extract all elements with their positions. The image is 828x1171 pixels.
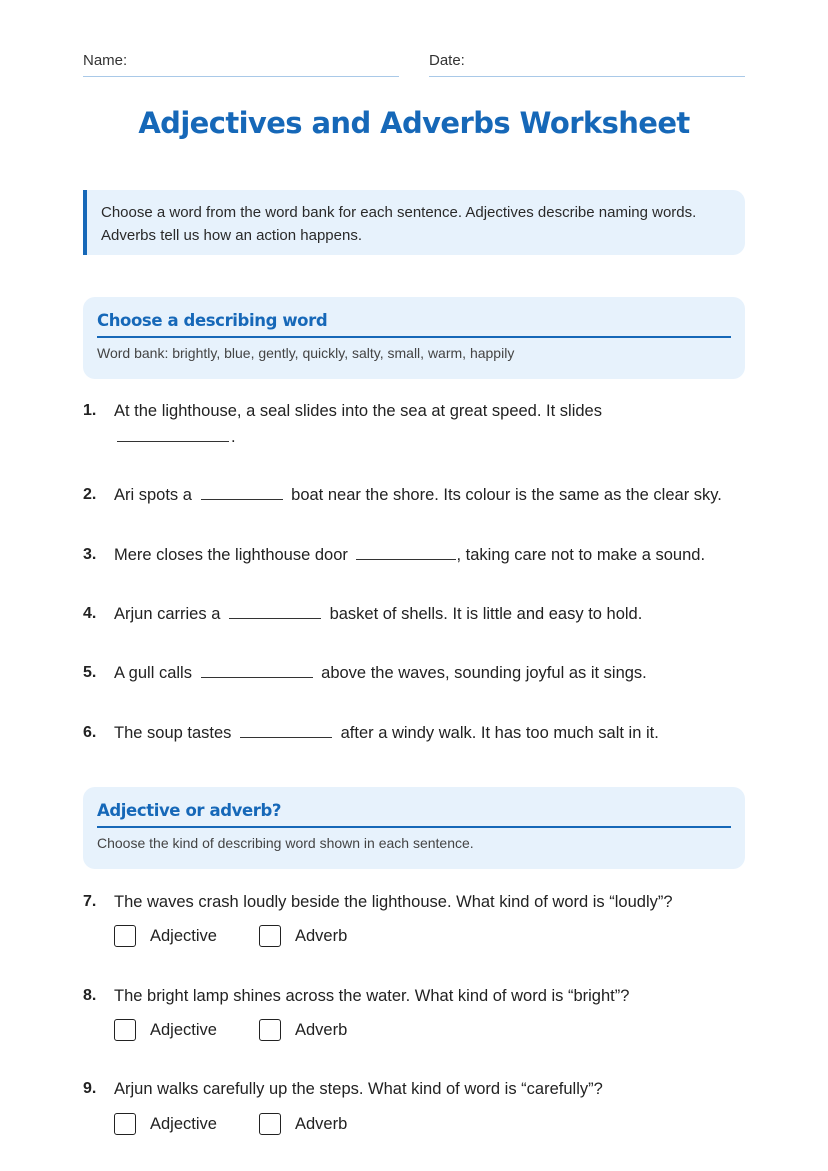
option-label: Adjective	[150, 927, 217, 945]
instructions-box: Choose a word from the word bank for each sentence. Adjectives describe naming words. Adverbs tell us how an action happens.	[83, 190, 745, 255]
question-number: 5.	[83, 664, 97, 681]
question-text-before: Mere closes the lighthouse door	[114, 546, 348, 564]
checkbox[interactable]	[114, 1019, 136, 1041]
section-describing-word	[83, 297, 745, 379]
question-text-after: boat near the shore. Its colour is the same as the clear sky.	[291, 486, 722, 504]
answer-options	[114, 1018, 514, 1044]
question-text-after: above the waves, sounding joyful as it sings.	[321, 664, 647, 682]
question-text-before: A gull calls	[114, 664, 192, 682]
question-number: 8.	[83, 987, 97, 1004]
question-text: Arjun walks carefully up the steps. What kind of word is “carefully”?	[114, 1080, 603, 1098]
question-text	[114, 720, 745, 746]
question-text	[114, 482, 745, 508]
answer-blank[interactable]	[117, 424, 229, 442]
question-number: 2.	[83, 486, 97, 503]
section-heading: Adjective or adverb?	[97, 801, 731, 828]
option-label: Adjective	[150, 1115, 217, 1133]
section-adjective-or-adverb	[83, 787, 745, 869]
header-fields	[83, 52, 745, 78]
answer-options	[114, 924, 514, 950]
section-instruction: Choose the kind of describing word shown in each sentence.	[97, 835, 474, 851]
option-label: Adjective	[150, 1021, 217, 1039]
question-text-after: after a windy walk. It has too much salt in it.	[340, 724, 659, 742]
checkbox[interactable]	[114, 925, 136, 947]
question-number: 3.	[83, 546, 97, 563]
option-label: Adverb	[295, 1021, 348, 1039]
question-text-before: At the lighthouse, a seal slides into the sea at great speed. It slides	[114, 402, 602, 420]
question-number: 6.	[83, 724, 97, 741]
section-heading: Choose a describing word	[97, 311, 731, 338]
question-text-after: basket of shells. It is little and easy to hold.	[329, 605, 643, 623]
question-number: 1.	[83, 402, 97, 419]
checkbox[interactable]	[114, 1113, 136, 1135]
page-title: Adjectives and Adverbs Worksheet	[138, 106, 690, 140]
question-text-before: The soup tastes	[114, 724, 232, 742]
answer-blank[interactable]	[201, 660, 313, 678]
question-text-before: Ari spots a	[114, 486, 192, 504]
answer-blank[interactable]	[229, 601, 321, 619]
answer-options	[114, 1112, 514, 1138]
question-number: 7.	[83, 893, 97, 910]
question-text-before: Arjun carries a	[114, 605, 221, 623]
question-text	[114, 660, 745, 686]
question-number: 9.	[83, 1080, 97, 1097]
name-label: Name:	[83, 52, 128, 69]
question-text	[114, 601, 745, 627]
question-text	[114, 542, 745, 568]
question-number: 4.	[83, 605, 97, 622]
answer-blank[interactable]	[240, 720, 332, 738]
option-label: Adverb	[295, 927, 348, 945]
question-text-after: .	[231, 428, 236, 446]
checkbox[interactable]	[259, 925, 281, 947]
question-text: The waves crash loudly beside the lighthouse. What kind of word is “loudly”?	[114, 893, 673, 911]
question-text	[114, 398, 745, 450]
option-label: Adverb	[295, 1115, 348, 1133]
answer-blank[interactable]	[356, 542, 456, 560]
checkbox[interactable]	[259, 1019, 281, 1041]
name-field[interactable]	[83, 52, 399, 77]
question-text: The bright lamp shines across the water. What kind of word is “bright”?	[114, 987, 630, 1005]
answer-blank[interactable]	[201, 482, 283, 500]
word-bank: Word bank: brightly, blue, gently, quickly, salty, small, warm, happily	[97, 345, 515, 361]
date-field[interactable]	[429, 52, 745, 77]
checkbox[interactable]	[259, 1113, 281, 1135]
question-text-after: , taking care not to make a sound.	[456, 546, 706, 564]
date-label: Date:	[429, 52, 465, 69]
